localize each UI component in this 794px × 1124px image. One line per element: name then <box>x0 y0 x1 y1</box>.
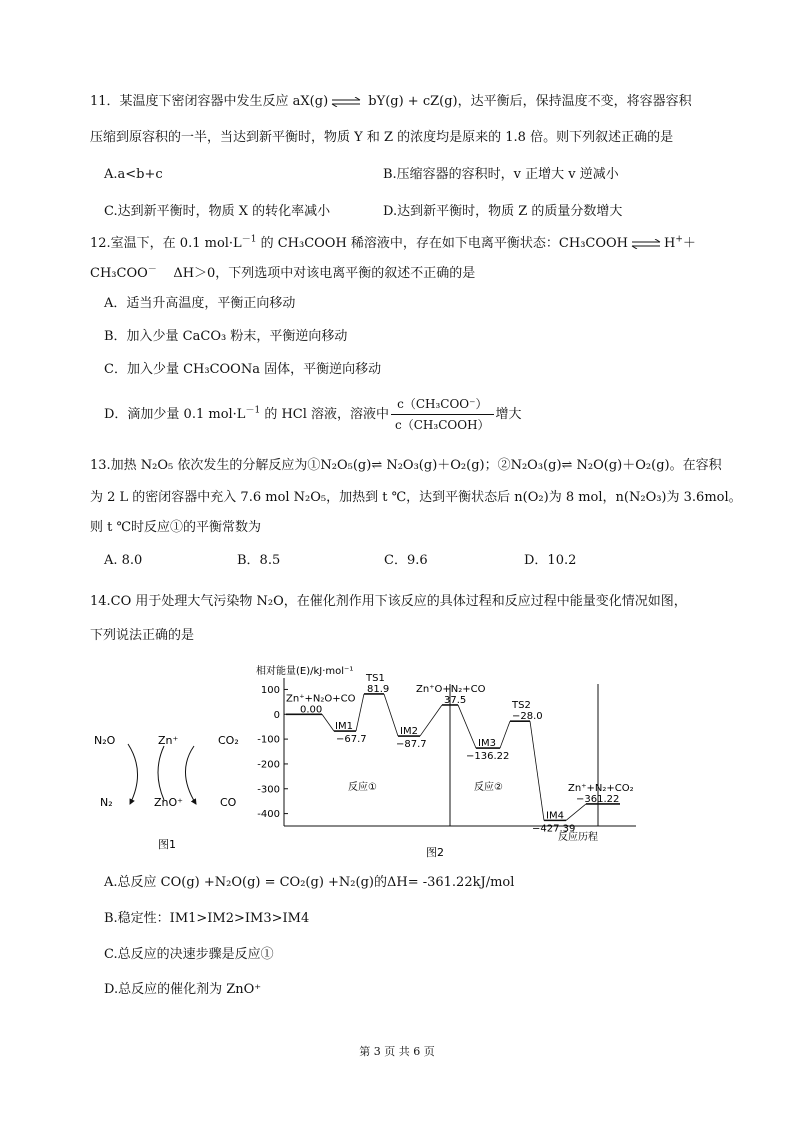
energy-connector <box>420 705 442 736</box>
chart-marks <box>286 673 634 834</box>
q12-stem-line1: 12.室温下，在 0.1 $mol\cdot L^{-1}$ 的 CH₃COOH 稀溶液中，存在如下电离平衡状态：CH₃COOH H+＋ <box>90 234 696 251</box>
cycle-arrow-left <box>128 744 138 804</box>
y-tick-label: 100 <box>260 684 280 696</box>
co2-label: CO₂ <box>218 734 239 747</box>
q14-option-c: C.总反应的决速步骤是反应① <box>104 947 274 962</box>
q11-option-c: C.达到新平衡时，物质 X 的转化率减小 <box>104 204 331 219</box>
q12-option-d: D．滴加少量 0.1 $mol\cdot L^{-1}$ 的 HCl 溶液，溶液中 $\frac{\text{c（CH₃COO⁻）}}{\text{c（CH₃COOH）}}$ 增大 <box>104 394 522 435</box>
cycle-arrow-middle <box>158 746 164 800</box>
state-label: IM4 <box>546 810 564 822</box>
q12-option-c: C．加入少量 CH₃COONa 固体，平衡逆向移动 <box>104 362 382 377</box>
energy-connector <box>322 714 334 731</box>
figure-2-caption: 图2 <box>426 846 444 859</box>
zn-plus-label: Zn⁺ <box>158 734 179 747</box>
figure-1-caption: 图1 <box>158 838 176 851</box>
energy-connector <box>566 804 586 820</box>
cycle-arrow-right <box>185 746 196 804</box>
q12-option-a: A．适当升高温度，平衡正向移动 <box>104 296 296 311</box>
energy-connector <box>458 705 476 748</box>
q14-stem-line2: 下列说法正确的是 <box>90 628 195 643</box>
energy-value-label: −427.39 <box>532 823 576 835</box>
region-label: 反应② <box>474 782 503 793</box>
state-label: TS2 <box>512 700 531 712</box>
energy-value-label: −361.22 <box>576 793 620 805</box>
concentration-ratio-fraction: $\frac{\text{c（CH₃COO⁻）}}{\text{c（CH₃COOH）}}$ <box>391 394 494 435</box>
q12-option-b: B．加入少量 CaCO₃ 粉末，平衡逆向移动 <box>104 329 348 344</box>
energy-value-label: −136.22 <box>466 751 510 763</box>
energy-value-label: 37.5 <box>444 694 467 706</box>
q14-option-a: A.总反应 CO(g) +N₂O(g) = CO₂(g) +N₂(g)的ΔH= -361.22kJ/mol <box>104 875 515 890</box>
co-label: CO <box>220 796 237 809</box>
q11-option-b: B.压缩容器的容积时，v 正增大 v 逆减小 <box>383 167 619 182</box>
region-label: 反应① <box>348 782 377 793</box>
state-label: Zn⁺+N₂+CO₂ <box>568 782 634 794</box>
q13-option-a: A. 8.0 <box>104 553 143 568</box>
equilibrium-arrow-icon <box>630 239 662 249</box>
y-tick-label: -300 <box>257 784 280 796</box>
state-label: TS1 <box>366 672 385 684</box>
energy-value-label: −28.0 <box>512 711 543 723</box>
q14-option-b: B.稳定性：IM1>IM2>IM3>IM4 <box>104 911 310 926</box>
energy-value-label: 81.9 <box>367 683 390 695</box>
q13-option-c: C．9.6 <box>384 553 428 568</box>
energy-connector <box>384 694 398 736</box>
q13-stem-line1: 13.加热 N₂O₅ 依次发生的分解反应为①N₂O₅(g)⇌ N₂O₃(g)＋O₂(g)；②N₂O₃(g)⇌ N₂O(g)＋O₂(g)。在容积 <box>90 458 722 473</box>
state-label: IM2 <box>400 726 418 738</box>
equilibrium-arrow-icon <box>330 97 362 107</box>
q11-stem-line2: 压缩到原容积的一半，当达到新平衡时，物质 Y 和 Z 的浓度均是原来的 1.8 倍。则下列叙述正确的是 <box>90 130 674 145</box>
q12-stem-line2: CH₃COO－ ΔH＞0，下列选项中对该电离平衡的叙述不正确的是 <box>90 264 476 281</box>
energy-connector <box>356 694 364 731</box>
state-label: Zn⁺O+N₂+CO <box>416 683 486 695</box>
n2-label: N₂ <box>100 796 113 809</box>
energy-value-label: 0.00 <box>300 704 323 716</box>
zno-plus-label: ZnO⁺ <box>154 796 183 809</box>
state-label: IM1 <box>335 721 353 733</box>
energy-connector <box>500 721 510 748</box>
y-tick-label: -100 <box>257 734 280 746</box>
energy-value-label: −67.7 <box>336 734 367 746</box>
q14-stem-line1: 14.CO 用于处理大气污染物 N₂O，在催化剂作用下该反应的具体过程和反应过程中能量变化情况如图， <box>90 594 687 609</box>
state-label: Zn⁺+N₂O+CO <box>286 693 356 705</box>
q11-option-d: D.达到新平衡时，物质 Z 的质量分数增大 <box>383 204 623 219</box>
n2o-label: N₂O <box>94 734 116 747</box>
q13-stem-line3: 则 t ℃时反应①的平衡常数为 <box>90 520 262 535</box>
q13-option-b: B．8.5 <box>237 553 281 568</box>
page-footer: 第 3 页 共 6 页 <box>359 1045 435 1058</box>
q13-option-d: D．10.2 <box>524 553 577 568</box>
q11-stem-line1: 11．某温度下密闭容器中发生反应 aX(g) bY(g) + cZ(g)，达平衡后，保持温度不变，将容器容积 <box>90 94 692 109</box>
x-axis-title: 反应历程 <box>558 832 598 843</box>
energy-connector <box>530 721 544 820</box>
catalytic-cycle-figure <box>86 724 256 854</box>
energy-profile-chart <box>236 660 656 860</box>
state-label: IM3 <box>478 738 496 750</box>
y-tick-label: 0 <box>273 709 280 721</box>
q11-option-a: A.a<b+c <box>104 167 163 182</box>
energy-value-label: −87.7 <box>396 739 427 751</box>
y-tick-label: -200 <box>257 759 280 771</box>
q13-stem-line2: 为 2 L 的密闭容器中充入 7.6 mol N₂O₅，加热到 t ℃，达到平衡状态后 n(O₂)为 8 mol，n(N₂O₃)为 3.6mol。 <box>90 490 742 505</box>
y-tick-label: -400 <box>257 809 280 821</box>
y-axis-title: 相对能量(E)/kJ·mol⁻¹ <box>256 666 354 677</box>
q14-option-d: D.总反应的催化剂为 ZnO⁺ <box>104 982 262 997</box>
